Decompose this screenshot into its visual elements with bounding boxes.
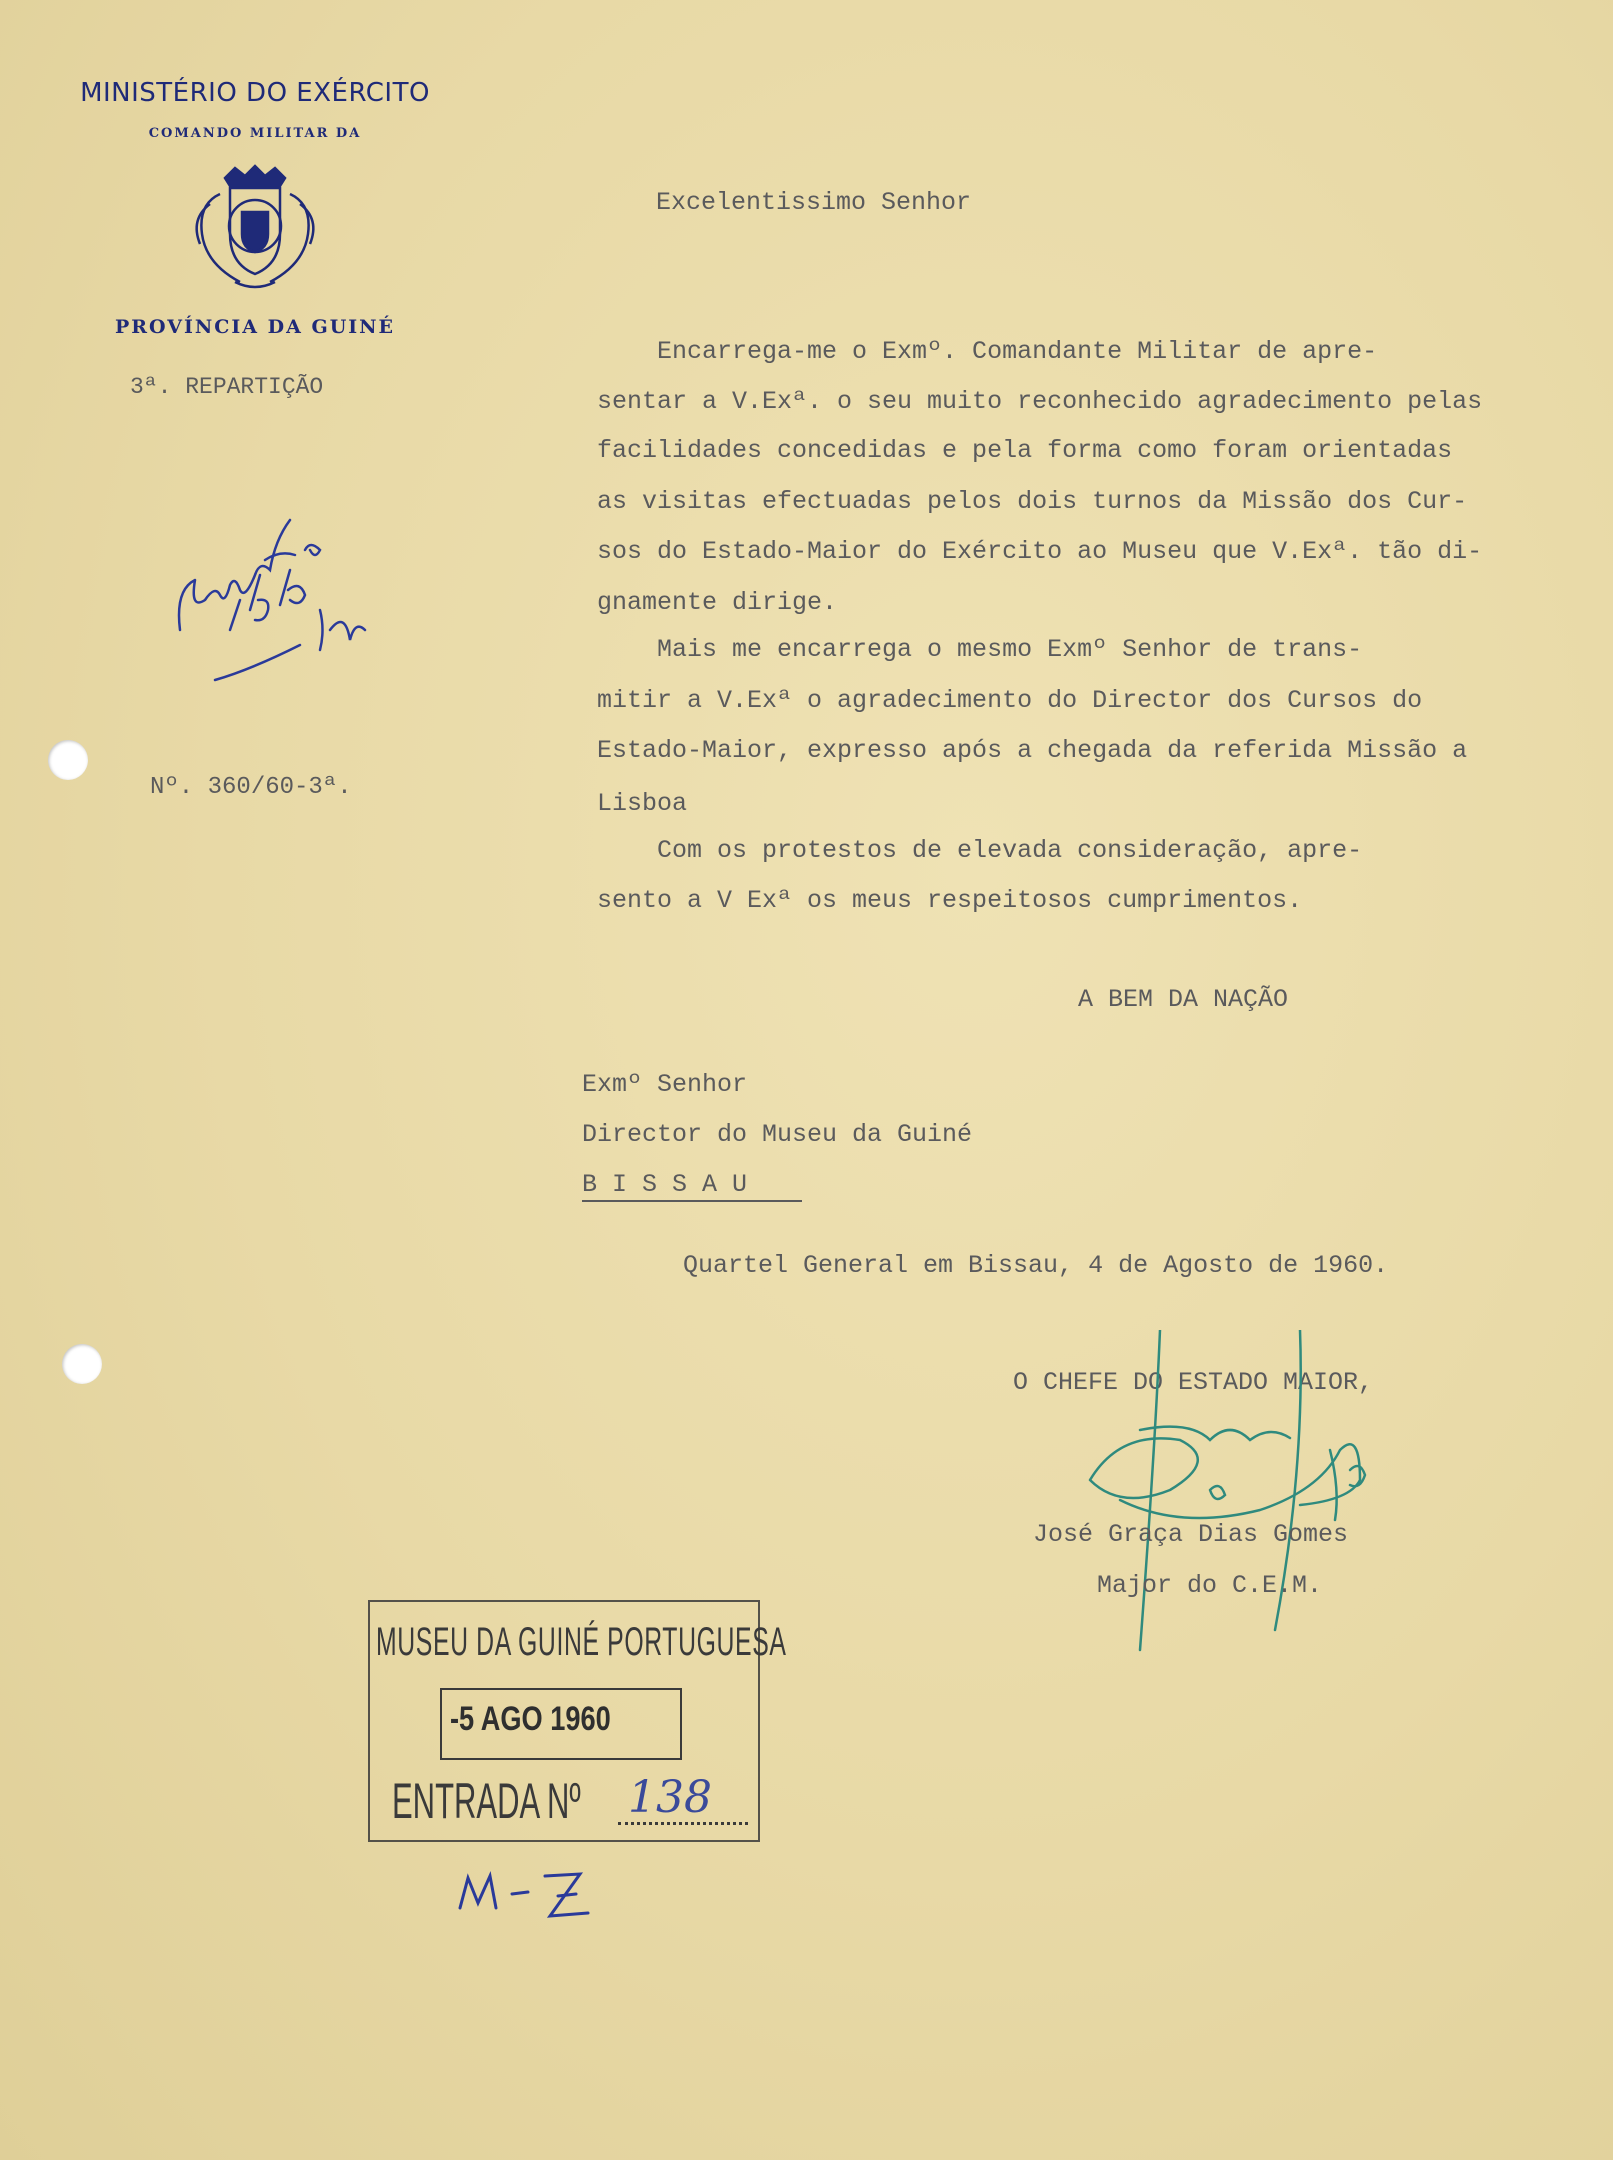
body-line: sento a V Exª os meus respeitosos cumprimentos. bbox=[597, 886, 1303, 915]
filing-mark bbox=[450, 1858, 600, 1938]
closing-motto: A BEM DA NAÇÃO bbox=[1078, 985, 1289, 1014]
receipt-stamp bbox=[368, 1600, 787, 1840]
punch-hole-top bbox=[48, 740, 88, 780]
body-line: mitir a V.Exª o agradecimento do Director dos Cursos do bbox=[597, 686, 1423, 715]
department-label: 3ª. REPARTIÇÃO bbox=[130, 374, 324, 400]
stamp-entry-number: 138 bbox=[628, 1772, 712, 1823]
signatory-name: José Graça Dias Gomes bbox=[1033, 1520, 1349, 1549]
body-line: as visitas efectuadas pelos dois turnos da Missão dos Cur- bbox=[597, 487, 1468, 516]
body-line: gnamente dirige. bbox=[597, 588, 838, 617]
signatory-title: O CHEFE DO ESTADO MAIOR, bbox=[1013, 1368, 1374, 1397]
reference-number: Nº. 360/60-3ª. bbox=[150, 774, 352, 801]
stamp-entry-label: ENTRADA Nº bbox=[392, 1773, 581, 1829]
body-line: Encarrega-me o Exmº. Comandante Militar de apre- bbox=[597, 337, 1378, 366]
addressee-line-1: Exmº Senhor bbox=[582, 1070, 748, 1099]
stamp-date: -5 AGO 1960 bbox=[450, 1700, 611, 1738]
stamp-dotted-line bbox=[618, 1822, 748, 1825]
page-edge bbox=[1613, 0, 1621, 2160]
punch-hole-bottom bbox=[62, 1344, 102, 1384]
stamp-header: MUSEU DA GUINÉ PORTUGUESA bbox=[376, 1620, 787, 1664]
body-line: Lisboa bbox=[597, 789, 688, 818]
province-name: PROVÍNCIA DA GUINÉ bbox=[114, 316, 396, 338]
place-date: Quartel General em Bissau, 4 de Agosto de 1960. bbox=[683, 1251, 1389, 1280]
addressee-line-3: B I S S A U bbox=[582, 1170, 748, 1199]
body-line: Mais me encarrega o mesmo Exmº Senhor de trans- bbox=[597, 635, 1363, 664]
body-line: Com os protestos de elevada consideração, apre- bbox=[597, 836, 1363, 865]
command-name: COMANDO MILITAR DA bbox=[148, 126, 362, 141]
coat-of-arms-icon bbox=[180, 164, 330, 294]
ministry-name: MINISTÉRIO DO EXÉRCITO bbox=[80, 78, 430, 108]
salutation: Excelentissimo Senhor bbox=[656, 188, 972, 217]
body-line: sos do Estado-Maior do Exército ao Museu que V.Exª. tão di- bbox=[597, 537, 1483, 566]
signatory-rank: Major do C.E.M. bbox=[1097, 1571, 1323, 1600]
body-line: sentar a V.Exª. o seu muito reconhecido agradecimento pelas bbox=[597, 387, 1483, 416]
body-line: facilidades concedidas e pela forma como foram orientadas bbox=[597, 436, 1453, 465]
body-line: Estado-Maior, expresso após a chegada da referida Missão a bbox=[597, 736, 1468, 765]
signature bbox=[1060, 1330, 1420, 1660]
handwritten-annotation bbox=[170, 480, 390, 700]
addressee-underline bbox=[582, 1200, 802, 1202]
addressee-line-2: Director do Museu da Guiné bbox=[582, 1120, 973, 1149]
